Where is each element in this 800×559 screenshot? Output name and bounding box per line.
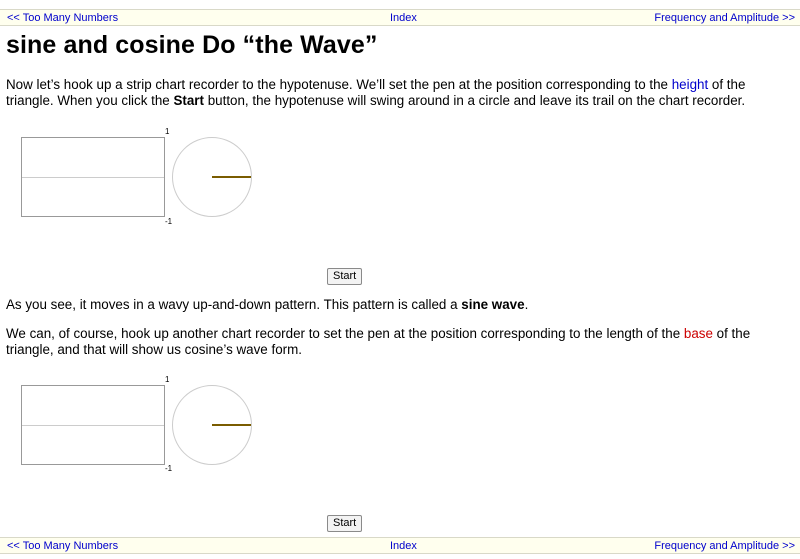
nav-index-link[interactable]: Index — [390, 12, 417, 24]
top-navbar — [0, 9, 800, 26]
start-button-cosine[interactable]: Start — [327, 515, 362, 532]
sine-wave-term: sine wave — [461, 297, 525, 312]
chart-zero-line — [22, 177, 164, 178]
bottom-navbar — [0, 537, 800, 554]
height-term: height — [671, 77, 709, 92]
page-title: sine and cosine Do “the Wave” — [6, 31, 378, 59]
base-term: base — [683, 326, 713, 341]
hypotenuse-line — [212, 424, 251, 426]
hypotenuse-line — [212, 176, 251, 178]
intro-paragraph: Now let’s hook up a strip chart recorder to the hypotenuse. We’ll set the pen at the position corresponding to the height of the triangle. When you click the Start button, the hypotenuse will swing around in a circle and leave its trail on the chart recorder. — [6, 77, 746, 108]
nav-next-link[interactable]: Frequency and Amplitude >> — [654, 12, 795, 24]
nav-prev-link[interactable]: << Too Many Numbers — [7, 12, 119, 24]
cosine-paragraph: We can, of course, hook up another chart recorder to set the pen at the position corresponding to the length of the base of the triangle, and that will show us cosine’s wave form. — [6, 326, 751, 357]
nav-prev-link[interactable]: << Too Many Numbers — [7, 540, 119, 552]
chart-max-label: 1 — [165, 127, 170, 136]
cosine-chart-recorder — [21, 385, 165, 465]
sine-paragraph: As you see, it moves in a wavy up-and-down pattern. This pattern is called a sine wave. — [6, 297, 529, 312]
chart-min-label: -1 — [165, 217, 173, 226]
start-term: Start — [173, 93, 204, 108]
nav-index-link[interactable]: Index — [390, 540, 417, 552]
start-button-sine[interactable]: Start — [327, 268, 362, 285]
nav-next-link[interactable]: Frequency and Amplitude >> — [654, 540, 795, 552]
chart-zero-line — [22, 425, 164, 426]
chart-min-label: -1 — [165, 464, 173, 473]
sine-chart-recorder — [21, 137, 165, 217]
chart-max-label: 1 — [165, 375, 170, 384]
